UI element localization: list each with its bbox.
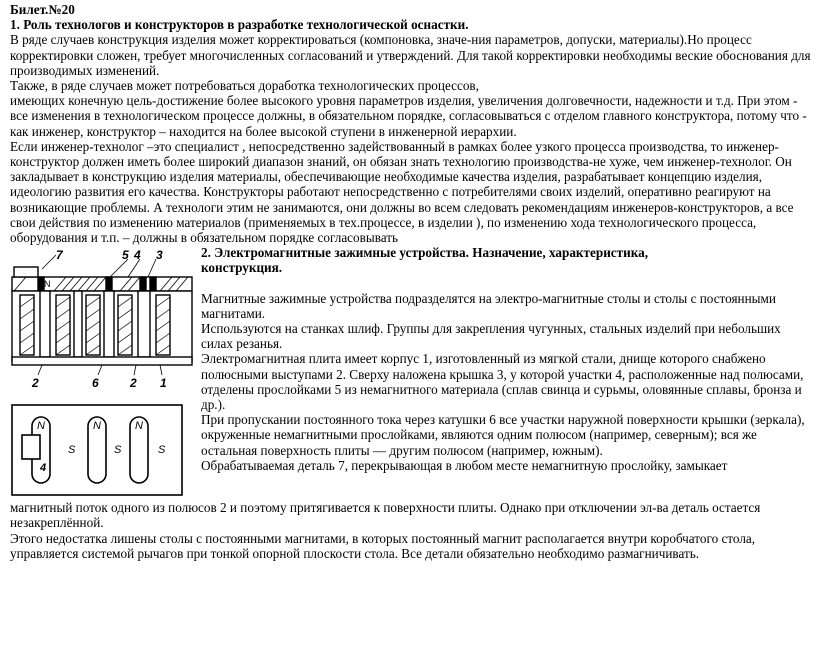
q2-paragraph-5a: Обрабатываемая деталь 7, перекрывающая в любом месте немагнитную прослойку, замыкает [201, 457, 728, 473]
svg-text:N: N [44, 279, 51, 290]
q2-paragraph-3: Электромагнитная плита имеет корпус 1, изготовленный из мягкой стали, днище которого снабжено полюсными выступами 2. Сверху наложена крышка 3, у которой участки 4, расположенные над полюсами, отделены прослойками 5 из немагнитного материала (сплав свинца и сурьмы, оловянные сплавы, бронза и др.). [201, 351, 804, 413]
q1-paragraph-3: имеющих конечную цель-достижение более высокого уровня параметров изделия, увеличения долговечности, надежности и т.д. При этом - все изменения в технологическом процессе должны, в обязательном порядке, согласовываться с отделом главного конструктора, потому что - как инженер, конструктор – находится на более высокой ступени в инженерной иерархии. [10, 93, 807, 139]
question-2-section [10, 245, 816, 575]
q2-paragraph-2: Используются на станках шлиф. Группы для закрепления чугунных, стальных изделий при небольших силах резанья. [201, 321, 781, 352]
q2-paragraph-1: Магнитные зажимные устройства подразделятся на электро-магнитные столы и столы с постоянными магнитами. [201, 290, 776, 321]
figure-label-6: 6 [92, 376, 99, 391]
question-2-title: 2. Электромагнитные зажимные устройства. Назначение, характеристика, конструкция. [201, 245, 649, 276]
pole-letter-n2: N [93, 420, 101, 433]
ticket-number: Билет.№20 [10, 2, 75, 17]
q2-paragraph-5b: магнитный поток одного из полюсов 2 и поэтому притягивается к поверхности плиты. Однако при отключении эл-ва деталь остается незакреплённой. [10, 500, 761, 531]
figure-label-3: 3 [156, 248, 163, 263]
question-2-continued [10, 500, 816, 561]
q1-paragraph-2: Также, в ряде случаев может потребоваться доработка технологических процессов, [10, 78, 479, 94]
pole-letter-s1: S [68, 444, 76, 457]
question-1-title: 1. Роль технологов и конструкторов в разработке технологической оснастки. [10, 17, 469, 33]
part-label-4: 4 [40, 462, 47, 475]
pole-letter-s3: S [158, 444, 166, 457]
pole-letter-n1: N [37, 420, 45, 433]
question-2-text [201, 245, 813, 473]
electromagnetic-plate-figure [10, 247, 196, 509]
plate-top-view [12, 405, 182, 495]
q1-paragraph-1: В ряде случаев конструкция изделия может корректироваться (компоновка, значе-ния параметров, допуски, материалы).Но процесс корректировки сложен, требует многочисленных согласований и утверждений. Для такой корректировки необходимы веские обоснования для производимых изменений. [10, 32, 811, 78]
figure-label-2a: 2 [32, 376, 39, 391]
q2-paragraph-4: При пропускании постоянного тока через катушки 6 все участки наружной поверхности крышки (зеркала), окруженные немагнитными прослойками, являются одним полюсом (например, северным); вся же остальная поверхность плиты — другим полюсом (например, южным). [201, 412, 805, 458]
q2-paragraph-6: Этого недостатка лишены столы с постоянными магнитами, в которых постоянный магнит располагается внутри коробчатого стола, управляется системой рычагов при тонкой опорной плоскости стола. Все детали обязательно необходимо размагничивать. [10, 530, 756, 561]
figure-label-1: 1 [160, 376, 167, 391]
figure-label-2b: 2 [130, 376, 137, 391]
document-page [10, 2, 816, 575]
plate-cross-section [12, 255, 192, 375]
pole-letter-s2: S [114, 444, 122, 457]
pole-letter-n3: N [135, 420, 143, 433]
q1-paragraph-4: Если инженер-технолог –это специалист , непосредственно задействованный в рамках более узкого процесса производства, то инженер-конструктор должен иметь более широкий диапазон знаний, он обязан знать технологию производства-не хуже, чем инженер-технолог. Он закладывает в конструкцию изделия материалы, обеспечивающие необходимые качества изделия, разрабатывает концепцию изделия, идеологию развития его качества. Конструкторы работают непосредственно с потребителями своих изделий, оперативно реагируют на возникающие проблемы. А технологи этим не занимаются, они должны во всем следовать рекомендациям инженеров-конструкторов, а все свои действия по изменению материалов (применяемых в тех.процессе, в изделии ), по изменению хода технологического процесса, оборудования и т.п. – должны в обязательном порядке согласовывать [10, 138, 794, 246]
figure-label-5: 5 [122, 248, 129, 263]
figure-label-4: 4 [134, 248, 141, 263]
figure-label-7: 7 [56, 248, 63, 263]
